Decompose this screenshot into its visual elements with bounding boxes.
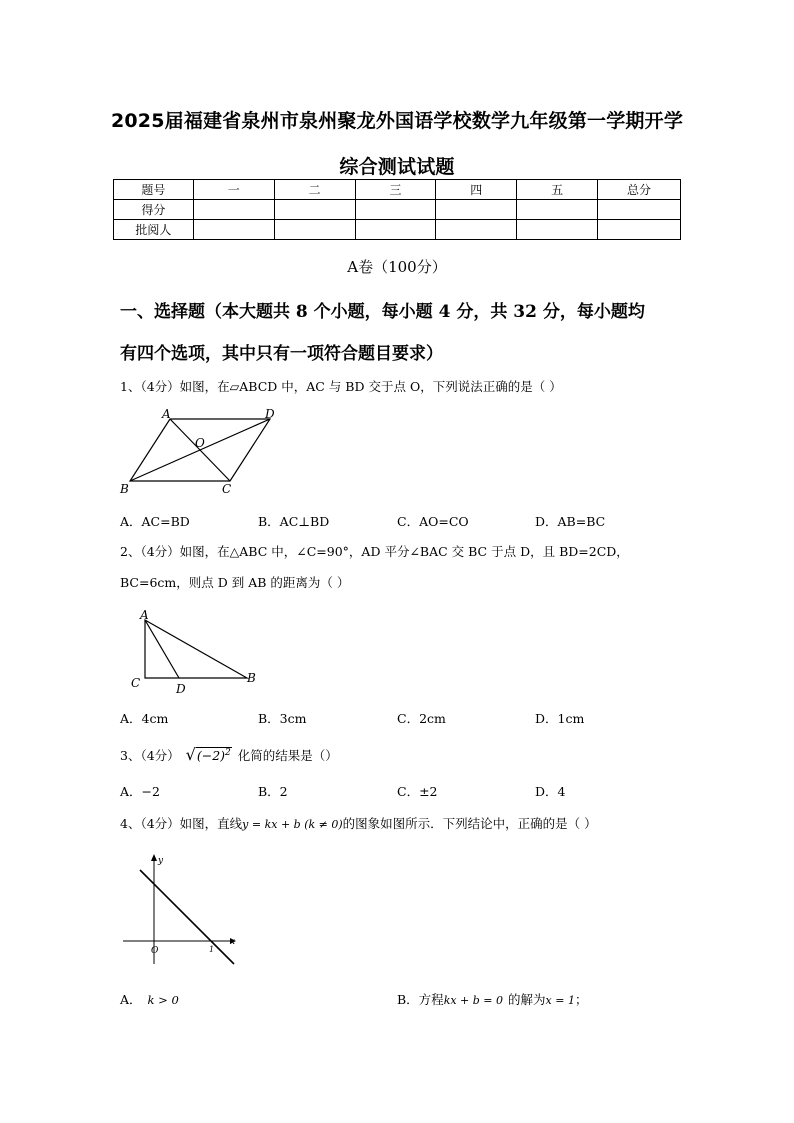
question-2-option-b[interactable]: B．3cm [258,711,307,726]
label-c: C [222,482,232,495]
triangle-outline [145,620,247,678]
question-1-option-c[interactable]: C．AO=CO [397,514,469,529]
section-1-heading-line-2: 有四个选项，其中只有一项符合题目要求） [120,344,443,364]
option-a-prefix: A． [120,992,142,1007]
question-2-option-d[interactable]: D．1cm [535,711,585,726]
question-3-option-a[interactable]: A．−2 [120,784,160,799]
score-header-cell: 一 [193,180,274,200]
option-b-middle: 的解为 [508,992,546,1007]
score-table [113,179,681,240]
score-cell [274,220,355,240]
question-3-option-b[interactable]: B．2 [258,784,288,799]
question-1-option-b[interactable]: B．AC⊥BD [258,514,330,529]
score-cell [598,200,681,220]
score-cell [436,200,517,220]
label-b: B [247,671,256,685]
question-3-option-c[interactable]: C．±2 [397,784,438,799]
score-header-cell: 四 [436,180,517,200]
radicand-base: (−2) [196,748,226,763]
y-axis-arrow [151,854,157,861]
question-1-option-d[interactable]: D．AB=BC [535,514,606,529]
y-axis-label: y [158,856,164,866]
title-line-1: 2025届福建省泉州市泉州聚龙外国语学校数学九年级第一学期开学 [110,110,684,132]
score-row-label: 得分 [114,200,194,220]
question-1-option-a[interactable]: A．AC=BD [120,514,190,529]
sqrt-radicand [196,747,232,763]
score-header-cell: 题号 [114,180,194,200]
score-header-cell: 总分 [598,180,681,200]
score-row-label: 批阅人 [114,220,194,240]
label-a: A [140,608,149,622]
label-c: C [131,676,141,690]
origin-label: O [151,946,159,956]
question-4-figure-linear-graph [118,852,243,970]
score-cell [355,200,436,220]
label-b: B [120,482,129,495]
score-cell [598,220,681,240]
x-axis-label: x [230,937,236,947]
question-2-option-c[interactable]: C．2cm [397,711,446,726]
question-3-option-d[interactable]: D．4 [535,784,566,799]
option-b-end: ； [574,992,588,1007]
diagonal-bd [130,419,270,481]
option-b-prefix: B．方程 [397,992,444,1007]
question-4-formula: y = kx + b (k ≠ 0) [242,818,343,831]
section-1-heading-line-1: 一、选择题（本大题共 8 个小题，每小题 4 分，共 32 分，每小题均 [120,302,645,322]
label-d: D [176,682,186,696]
score-table-row [114,220,681,240]
label-a: A [162,407,171,421]
radicand-exponent: 2 [225,747,231,758]
score-cell [193,200,274,220]
question-3-stem [120,745,338,764]
option-b-solution: x = 1 [545,994,575,1007]
score-cell [436,220,517,240]
score-cell [355,220,436,240]
score-cell [517,220,598,240]
question-4-stem [120,814,597,832]
question-2-option-a[interactable]: A．4cm [120,711,169,726]
question-4-option-b[interactable] [397,990,587,1008]
option-a-formula: k > 0 [147,993,179,1007]
score-header-cell: 二 [274,180,355,200]
score-cell [274,200,355,220]
score-table-header-row [114,180,681,200]
question-1-stem: 1、（4分）如图，在▱ABCD 中，AC 与 BD 交于点 O，下列说法正确的是（ ） [120,379,562,394]
question-2-stem-line-2: BC=6cm，则点 D 到 AB 的距离为（ ） [120,575,350,590]
question-4-suffix: 的图象如图所示．下列结论中，正确的是（ ） [342,816,597,831]
score-header-cell: 五 [517,180,598,200]
label-o: O [195,436,205,450]
question-2-figure-triangle [125,606,265,696]
score-table-row [114,200,681,220]
question-3-prefix: 3、（4分） [120,748,180,763]
question-2-stem-line-1: 2、（4分）如图，在△ABC 中，∠C=90°，AD 平分∠BAC 交 BC 于点 D，且 BD=2CD， [120,544,629,559]
label-d: D [265,407,275,421]
bisector-ad [145,620,179,678]
option-b-formula: kx + b = 0 [443,994,504,1007]
sqrt-symbol: √ [185,745,196,764]
score-cell [517,200,598,220]
question-4-prefix: 4、（4分）如图，直线 [120,816,243,831]
question-1-figure-parallelogram [112,405,287,495]
question-4-option-a[interactable] [120,990,179,1008]
score-header-cell: 三 [355,180,436,200]
score-cell [193,220,274,240]
x-intercept-label: 1 [209,945,215,954]
question-3-suffix: 化简的结果是（） [237,748,338,763]
paper-a-heading: A卷（100分） [347,258,447,276]
title-line-2: 综合测试试题 [339,156,455,178]
